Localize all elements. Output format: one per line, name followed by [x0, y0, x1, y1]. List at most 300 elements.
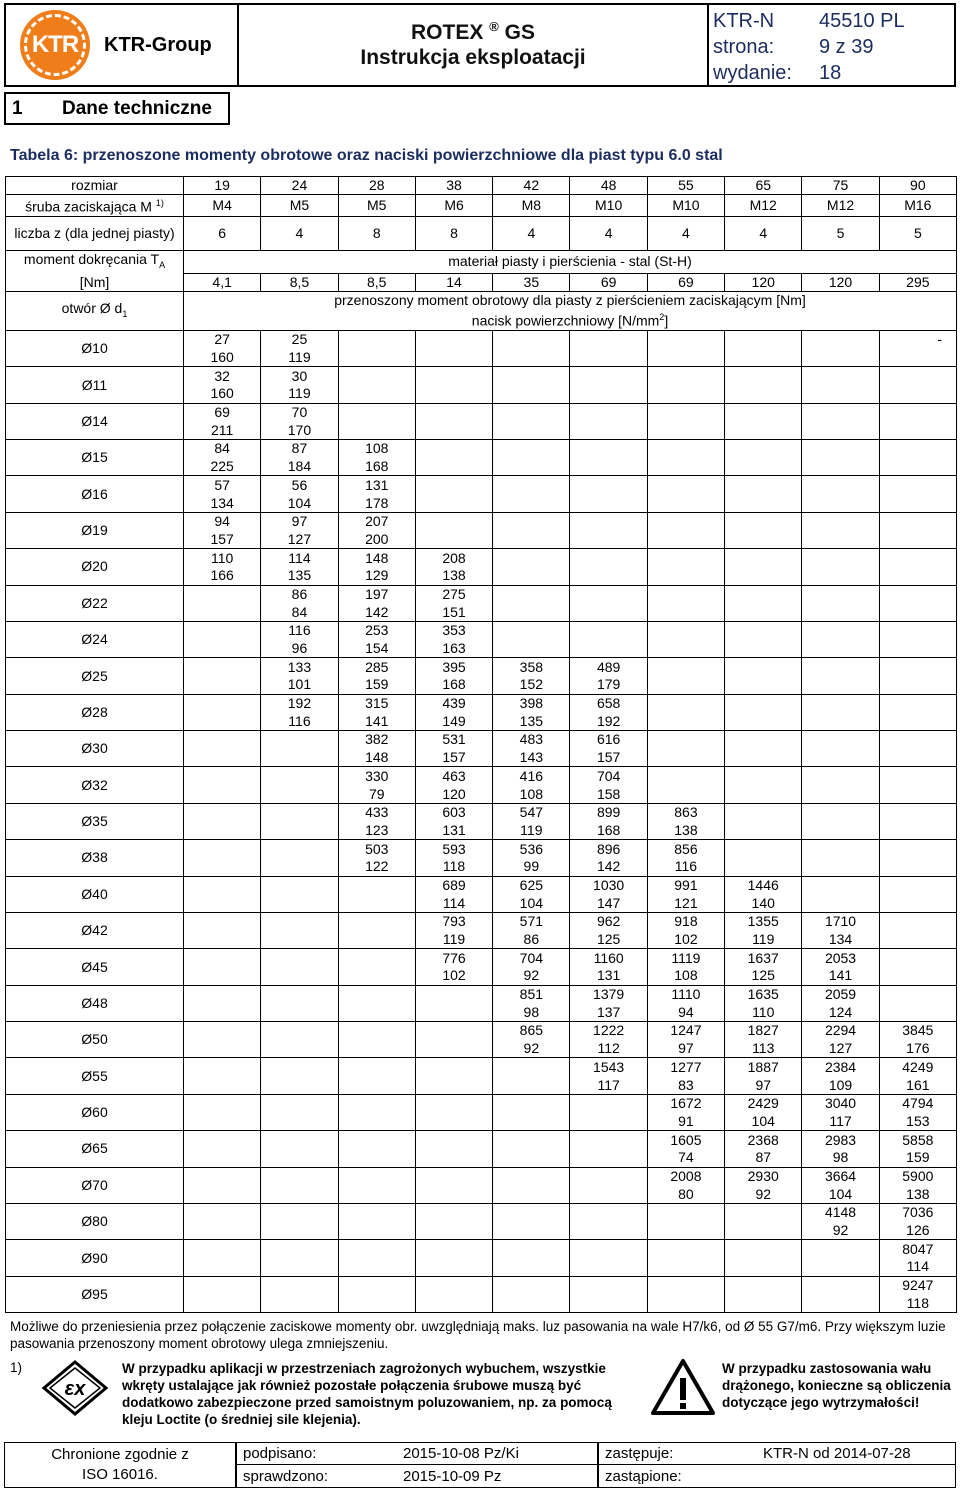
torque-value: 5900: [879, 1167, 956, 1185]
torque-value: [415, 512, 492, 530]
pressure-value: 159: [338, 676, 415, 694]
torque-value: [493, 512, 570, 530]
pressure-value: 142: [570, 858, 647, 876]
torque-value: 2983: [802, 1131, 879, 1149]
pressure-value: 131: [570, 967, 647, 985]
torque-value: [725, 803, 802, 821]
torque-value: 536: [493, 840, 570, 858]
pressure-value: 127: [802, 1040, 879, 1058]
bore-torque-row: [6, 1276, 957, 1294]
pressure-value: [415, 1076, 492, 1094]
torque-value: [493, 1094, 570, 1112]
pressure-value: [647, 749, 724, 767]
bore-size: Ø10: [6, 330, 184, 366]
torque-value: 793: [415, 912, 492, 930]
torque-value: 1887: [725, 1058, 802, 1076]
torque-value: [338, 1167, 415, 1185]
pressure-value: [647, 567, 724, 585]
bore-size: Ø14: [6, 403, 184, 439]
pressure-value: [725, 749, 802, 767]
torque-value: 489: [570, 658, 647, 676]
pressure-value: 97: [647, 1040, 724, 1058]
count-cell: 8: [338, 216, 415, 250]
pressure-value: [261, 749, 338, 767]
torque-value: [725, 403, 802, 421]
pressure-value: 116: [647, 858, 724, 876]
torque-value: [415, 1131, 492, 1149]
pressure-value: [415, 1294, 492, 1312]
pressure-value: [725, 1294, 802, 1312]
torque-value: [570, 1167, 647, 1185]
torque-value: [647, 658, 724, 676]
torque-value: 192: [261, 694, 338, 712]
pressure-value: [725, 458, 802, 476]
torque-value: 593: [415, 840, 492, 858]
bore-size: Ø42: [6, 912, 184, 948]
torque-value: 4249: [879, 1058, 956, 1076]
torque-value: [338, 876, 415, 894]
pressure-value: [493, 1258, 570, 1276]
pressure-value: [802, 1258, 879, 1276]
pressure-value: 126: [879, 1222, 956, 1240]
torque-value: [338, 1203, 415, 1221]
torque-value: 207: [338, 512, 415, 530]
pressure-value: 160: [184, 349, 261, 367]
pressure-value: [493, 349, 570, 367]
pressure-value: [338, 1258, 415, 1276]
torque-value: [802, 1240, 879, 1258]
pressure-value: [725, 676, 802, 694]
torque-table: [5, 176, 957, 1313]
torque-value: [802, 549, 879, 567]
bore-header-row: [6, 292, 957, 331]
size-cell: 42: [493, 177, 570, 195]
torque-value: [184, 1131, 261, 1149]
pressure-value: [338, 1222, 415, 1240]
torque-value: 1710: [802, 912, 879, 930]
pressure-value: [647, 494, 724, 512]
screw-cell: M16: [879, 195, 956, 217]
pressure-value: [338, 1076, 415, 1094]
pressure-value: [261, 785, 338, 803]
torque-value: [802, 585, 879, 603]
table-caption: Tabela 6: przenoszone momenty obrotowe oraz naciski powierzchniowe dla piast typu 6.0 stal: [10, 147, 723, 164]
torque-value: [261, 767, 338, 785]
signed-label: podpisano:: [237, 1443, 397, 1465]
bore-torque-row: [6, 512, 957, 530]
pressure-value: 168: [338, 458, 415, 476]
torque-value: [493, 1276, 570, 1294]
size-cell: 38: [415, 177, 492, 195]
pressure-value: [261, 931, 338, 949]
torque-value: 353: [415, 621, 492, 639]
pressure-value: 131: [415, 822, 492, 840]
torque-value: 133: [261, 658, 338, 676]
torque-value: 918: [647, 912, 724, 930]
torque-value: [184, 949, 261, 967]
tightening-cell: 120: [802, 274, 879, 292]
torque-value: [647, 1203, 724, 1221]
torque-value: [879, 694, 956, 712]
torque-value: 2384: [802, 1058, 879, 1076]
torque-value: [415, 403, 492, 421]
pressure-value: [493, 1222, 570, 1240]
pressure-value: [802, 531, 879, 549]
torque-value: 1222: [570, 1022, 647, 1040]
torque-value: [802, 440, 879, 458]
pressure-value: 157: [184, 531, 261, 549]
bore-torque-row: [6, 476, 957, 494]
torque-value: 56: [261, 476, 338, 494]
pressure-value: 91: [647, 1113, 724, 1131]
section-title: Dane techniczne: [62, 97, 212, 119]
pressure-value: [261, 1222, 338, 1240]
torque-value: [338, 1240, 415, 1258]
pressure-value: 135: [261, 567, 338, 585]
pressure-value: [879, 494, 956, 512]
pressure-value: [493, 1185, 570, 1203]
pressure-value: [879, 858, 956, 876]
torque-value: [725, 512, 802, 530]
size-cell: 65: [725, 177, 802, 195]
tightening-cell: 295: [879, 274, 956, 292]
pressure-value: [184, 785, 261, 803]
bore-torque-row: [6, 1022, 957, 1040]
pressure-value: [802, 858, 879, 876]
count-cell: 8: [415, 216, 492, 250]
torque-value: 1637: [725, 949, 802, 967]
screw-cell: M10: [570, 195, 647, 217]
pressure-value: 168: [570, 822, 647, 840]
pressure-value: [493, 1113, 570, 1131]
torque-value: [261, 840, 338, 858]
torque-value: 1110: [647, 985, 724, 1003]
doc-label: KTR-N: [713, 10, 775, 32]
pressure-value: 83: [647, 1076, 724, 1094]
count-cell: 4: [261, 216, 338, 250]
torque-value: [879, 912, 956, 930]
torque-value: [493, 1167, 570, 1185]
pressure-value: 86: [493, 931, 570, 949]
torque-value: [415, 1240, 492, 1258]
torque-value: [570, 403, 647, 421]
screw-cell: M6: [415, 195, 492, 217]
pressure-value: [725, 385, 802, 403]
torque-value: [493, 403, 570, 421]
group-name: KTR-Group: [104, 33, 212, 56]
bore-size: Ø95: [6, 1276, 184, 1312]
pressure-value: [647, 458, 724, 476]
torque-value: [184, 585, 261, 603]
bore-torque-row: [6, 731, 957, 749]
torque-value: [647, 476, 724, 494]
torque-value: [725, 367, 802, 385]
pressure-value: 94: [647, 1003, 724, 1021]
pressure-value: [338, 967, 415, 985]
pressure-value: [725, 349, 802, 367]
tightening-cell: 69: [647, 274, 724, 292]
torque-value: [879, 658, 956, 676]
pressure-value: [184, 1076, 261, 1094]
torque-value: [879, 512, 956, 530]
bore-torque-row: [6, 803, 957, 821]
pressure-value: [261, 822, 338, 840]
torque-value: [493, 476, 570, 494]
page-label: strona:: [713, 36, 775, 58]
pressure-value: [879, 421, 956, 439]
bore-size: Ø30: [6, 731, 184, 767]
manual-subtitle: Instrukcja eksploatacji: [360, 45, 586, 69]
torque-value: 1635: [725, 985, 802, 1003]
torque-value: 84: [184, 440, 261, 458]
bore-torque-row: [6, 876, 957, 894]
pressure-value: [570, 385, 647, 403]
pressure-value: [415, 1258, 492, 1276]
torque-value: [261, 1240, 338, 1258]
bore-torque-row: [6, 840, 957, 858]
pressure-value: 134: [802, 931, 879, 949]
torque-value: 3040: [802, 1094, 879, 1112]
torque-value: [415, 1022, 492, 1040]
torque-value: [647, 330, 724, 348]
pressure-value: 159: [879, 1149, 956, 1167]
torque-value: [879, 949, 956, 967]
pressure-value: [184, 712, 261, 730]
pressure-value: [184, 822, 261, 840]
torque-value: [725, 549, 802, 567]
pressure-value: [184, 1149, 261, 1167]
torque-value: 1672: [647, 1094, 724, 1112]
bore-torque-row: [6, 330, 957, 348]
pressure-value: [415, 1040, 492, 1058]
bore-size: Ø40: [6, 876, 184, 912]
torque-value: [879, 840, 956, 858]
pressure-value: [261, 858, 338, 876]
torque-value: [415, 1203, 492, 1221]
torque-value: 433: [338, 803, 415, 821]
pressure-value: 119: [261, 349, 338, 367]
pressure-value: [338, 385, 415, 403]
torque-value: [184, 840, 261, 858]
torque-value: 148: [338, 549, 415, 567]
torque-value: [802, 403, 879, 421]
torque-value: 1030: [570, 876, 647, 894]
pressure-value: [879, 894, 956, 912]
torque-value: [261, 803, 338, 821]
torque-value: [725, 440, 802, 458]
torque-value: [261, 912, 338, 930]
screw-cell: M5: [261, 195, 338, 217]
torque-value: [415, 367, 492, 385]
pressure-value: 184: [261, 458, 338, 476]
pressure-value: [184, 858, 261, 876]
pressure-value: [725, 858, 802, 876]
torque-value: [802, 840, 879, 858]
torque-value: [570, 1240, 647, 1258]
pressure-value: [725, 640, 802, 658]
pressure-value: 80: [647, 1185, 724, 1203]
torque-value: 116: [261, 621, 338, 639]
torque-value: 358: [493, 658, 570, 676]
torque-value: 899: [570, 803, 647, 821]
bore-torque-row: [6, 403, 957, 421]
size-cell: 55: [647, 177, 724, 195]
torque-value: [338, 403, 415, 421]
torque-value: 110: [184, 549, 261, 567]
pressure-value: 92: [802, 1222, 879, 1240]
pressure-value: [802, 603, 879, 621]
torque-value: 1605: [647, 1131, 724, 1149]
pressure-value: [879, 458, 956, 476]
pressure-value: 121: [647, 894, 724, 912]
pressure-value: [261, 1258, 338, 1276]
tightening-cell: 69: [570, 274, 647, 292]
torque-value: 57: [184, 476, 261, 494]
pressure-value: 104: [261, 494, 338, 512]
torque-value: [493, 549, 570, 567]
torque-value: [802, 694, 879, 712]
torque-value: 863: [647, 803, 724, 821]
pressure-value: [570, 421, 647, 439]
torque-value: [802, 803, 879, 821]
torque-value: 689: [415, 876, 492, 894]
torque-value: [802, 621, 879, 639]
torque-value: 603: [415, 803, 492, 821]
torque-value: 395: [415, 658, 492, 676]
pressure-value: [415, 385, 492, 403]
pressure-value: 142: [338, 603, 415, 621]
count-cell: 5: [802, 216, 879, 250]
pressure-value: [184, 894, 261, 912]
torque-value: 896: [570, 840, 647, 858]
pressure-value: [184, 749, 261, 767]
screw-cell: M10: [647, 195, 724, 217]
pressure-value: [261, 1076, 338, 1094]
pressure-value: [493, 494, 570, 512]
torque-value: [802, 767, 879, 785]
screw-cell: M5: [338, 195, 415, 217]
pressure-value: [879, 785, 956, 803]
pressure-value: [647, 531, 724, 549]
pressure-value: [570, 458, 647, 476]
pressure-value: 192: [570, 712, 647, 730]
count-cell: 6: [184, 216, 261, 250]
pressure-value: [184, 1003, 261, 1021]
pressure-value: 157: [570, 749, 647, 767]
torque-value: [261, 949, 338, 967]
torque-value: [570, 1094, 647, 1112]
pressure-value: [261, 1294, 338, 1312]
torque-value: 8047: [879, 1240, 956, 1258]
pressure-value: 161: [879, 1076, 956, 1094]
footnote-number: 1): [10, 1360, 23, 1375]
torque-value: [570, 476, 647, 494]
torque-value: 503: [338, 840, 415, 858]
pressure-value: 110: [725, 1003, 802, 1021]
size-cell: 28: [338, 177, 415, 195]
pressure-value: [184, 1040, 261, 1058]
torque-value: [261, 1167, 338, 1185]
pressure-value: 153: [879, 1113, 956, 1131]
pressure-value: 138: [879, 1185, 956, 1203]
torque-value: [184, 876, 261, 894]
torque-value: 1543: [570, 1058, 647, 1076]
pressure-value: 113: [725, 1040, 802, 1058]
bore-size: Ø70: [6, 1167, 184, 1203]
pressure-value: [261, 1185, 338, 1203]
torque-value: [570, 330, 647, 348]
torque-value: 27: [184, 330, 261, 348]
pressure-value: [338, 1294, 415, 1312]
torque-value: 2008: [647, 1167, 724, 1185]
pressure-value: 117: [570, 1076, 647, 1094]
bore-size: Ø55: [6, 1058, 184, 1094]
pressure-value: 118: [879, 1294, 956, 1312]
screw-cell: M4: [184, 195, 261, 217]
pressure-value: [570, 640, 647, 658]
checked-label: sprawdzono:: [243, 1467, 329, 1485]
doc-info: [709, 5, 954, 85]
bore-size: Ø45: [6, 949, 184, 985]
pressure-value: [647, 712, 724, 730]
pressure-value: [802, 676, 879, 694]
torque-value: 1119: [647, 949, 724, 967]
screw-cell: M12: [725, 195, 802, 217]
pressure-value: [802, 785, 879, 803]
torque-value: 382: [338, 731, 415, 749]
pressure-value: [184, 931, 261, 949]
torque-value: [879, 621, 956, 639]
torque-value: [493, 330, 570, 348]
pressure-value: [647, 1222, 724, 1240]
ex-atex-icon: [40, 1360, 110, 1416]
torque-value: [802, 731, 879, 749]
pressure-value: 109: [802, 1076, 879, 1094]
pressure-value: 148: [338, 749, 415, 767]
torque-value: [261, 1276, 338, 1294]
torque-value: 330: [338, 767, 415, 785]
pressure-value: [725, 567, 802, 585]
pressure-value: 119: [493, 822, 570, 840]
torque-value: [261, 876, 338, 894]
bore-torque-row: [6, 585, 957, 603]
ktr-logo-icon: [20, 10, 90, 80]
pressure-value: [725, 785, 802, 803]
replaced-by-value: [757, 1465, 955, 1487]
pressure-value: [261, 1040, 338, 1058]
count-cell: 5: [879, 216, 956, 250]
torque-value: 962: [570, 912, 647, 930]
bore-size: Ø80: [6, 1203, 184, 1239]
pressure-value: 120: [415, 785, 492, 803]
product-name: ROTEX ® GS: [411, 19, 535, 45]
pressure-value: [802, 712, 879, 730]
bore-size: Ø24: [6, 621, 184, 657]
tightening-cell: 8,5: [338, 274, 415, 292]
pressure-value: [415, 349, 492, 367]
torque-value: [184, 694, 261, 712]
torque-value: [647, 440, 724, 458]
pressure-value: 104: [802, 1185, 879, 1203]
fit-note: Możliwe do przeniesienia przez połączenie zaciskowe momenty obr. uwzględniają maks. luz pasowania na wale H7/k6, od Ø 55 G7/m6. Przy większym luzie pasowania przenoszony moment obrotowy ulega zmniejszeniu.: [10, 1319, 946, 1351]
pressure-value: [570, 603, 647, 621]
pressure-value: 179: [570, 676, 647, 694]
torque-value: 1355: [725, 912, 802, 930]
torque-value: [415, 985, 492, 1003]
torque-value: [184, 731, 261, 749]
torque-value: 483: [493, 731, 570, 749]
torque-value: 97: [261, 512, 338, 530]
